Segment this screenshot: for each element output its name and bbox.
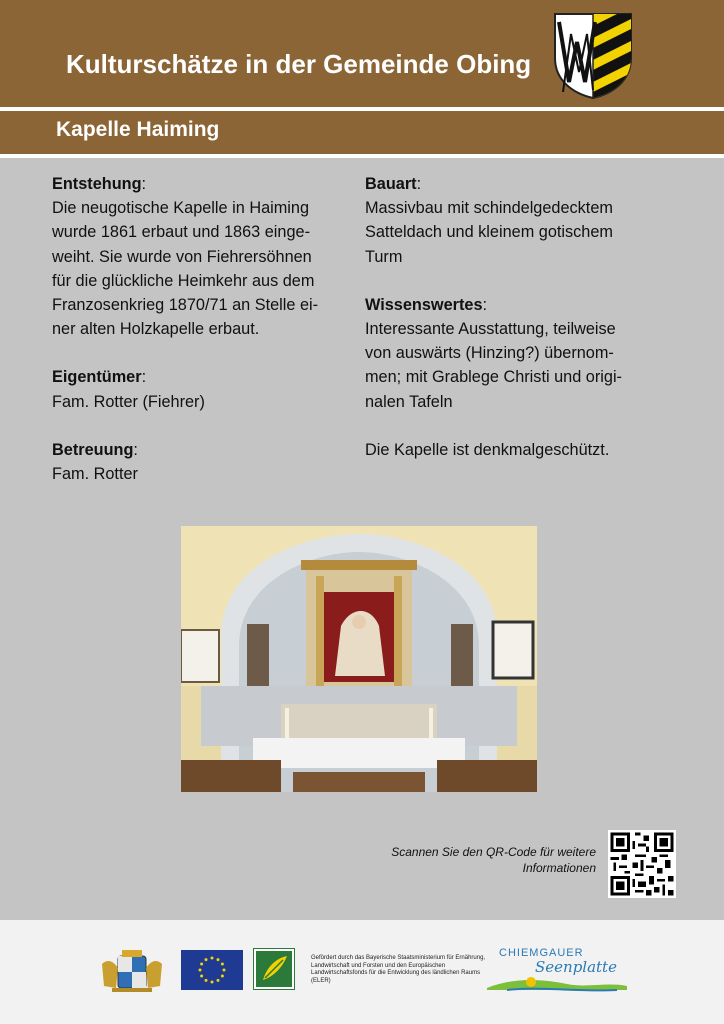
text-line: Massivbau mit schindelgedecktem xyxy=(365,199,613,218)
monument-note: Die Kapelle ist denkmalgeschützt. xyxy=(365,440,610,459)
obing-coat-of-arms-icon xyxy=(553,12,633,100)
text-line: Satteldach und kleinem gotischem xyxy=(365,223,613,242)
seenplatte-label: Seenplatte xyxy=(535,958,617,976)
section-title: Eigentümer xyxy=(52,368,142,387)
section-title: Wissenswertes xyxy=(365,295,483,314)
text-line: ner alten Holzkapelle erbaut. xyxy=(52,320,260,339)
qr-code-icon[interactable] xyxy=(608,830,676,898)
section-title: Bauart xyxy=(365,175,417,193)
eu-flag-icon xyxy=(181,950,243,990)
bavarian-coat-of-arms-icon xyxy=(98,950,166,992)
leader-logo-icon xyxy=(253,948,295,990)
qr-caption xyxy=(340,844,596,876)
right-column xyxy=(365,172,665,486)
section-text xyxy=(52,196,354,341)
text-line: wurde 1861 erbaut und 1863 einge- xyxy=(52,223,310,242)
section-bauart: Bauart: Massivbau mit schindelgedecktem Satteldach und kleinem gotischem Turm xyxy=(365,172,665,269)
text-line: von auswärts (Hinzing?) übernom- xyxy=(365,344,614,363)
section-eigentuemer: Eigentümer: Fam. Rotter (Fiehrer) xyxy=(52,365,354,413)
chiemgauer-label: CHIEMGAUER xyxy=(499,947,584,959)
text-line: Fam. Rotter xyxy=(52,465,138,484)
subheader-divider xyxy=(0,154,724,158)
funding-text: Gefördert durch das Bayerische Staatsministerium für Ernährung, Landwirtschaft und Forsten und den Europäischen Landwirtschaftsfonds für die Entwicklung des ländlichen Raums (ELER) xyxy=(311,955,486,984)
text-line: men; mit Grablege Christi und origi- xyxy=(365,368,622,387)
chapel-interior-photo xyxy=(181,526,537,792)
text-line: für die glückliche Heimkehr aus dem xyxy=(52,271,315,290)
chapel-title: Kapelle Haiming xyxy=(56,118,220,141)
section-entstehung: Entstehung: Die neugotische Kapelle in Haiming wurde 1861 erbaut und 1863 einge- weiht. Sie wurde von Fiehrersöhnen für die glückliche Heimkehr aus dem Franzosenkrieg 1870/71 an Stelle ei- ner alten Holzkapelle erbaut. xyxy=(52,172,354,341)
section-text xyxy=(365,317,665,414)
text-line: weiht. Sie wurde von Fiehrersöhnen xyxy=(52,247,312,266)
page-title: Kulturschätze in der Gemeinde Obing xyxy=(66,49,532,79)
text-line: nalen Tafeln xyxy=(365,392,453,411)
text-line: Die neugotische Kapelle in Haiming xyxy=(52,199,310,218)
text-line: Turm xyxy=(365,247,403,266)
section-wissenswertes: Wissenswertes: Interessante Ausstattung, teilweise von auswärts (Hinzing?) übernom- men; mit Grablege Christi und origi- nalen Tafeln xyxy=(365,293,665,414)
section-text xyxy=(365,196,665,269)
section-title: Entstehung xyxy=(52,175,142,193)
text-line: Franzosenkrieg 1870/71 an Stelle ei- xyxy=(52,296,319,315)
qr-caption-line: Scannen Sie den QR-Code für weitere xyxy=(391,845,596,859)
text-line: Fam. Rotter (Fiehrer) xyxy=(52,392,205,411)
text-line: Interessante Ausstattung, teilweise xyxy=(365,320,616,339)
section-title: Betreuung xyxy=(52,440,134,459)
left-column xyxy=(52,172,354,510)
section-betreuung: Betreuung: Fam. Rotter xyxy=(52,438,354,486)
qr-caption-line: Informationen xyxy=(522,861,596,875)
